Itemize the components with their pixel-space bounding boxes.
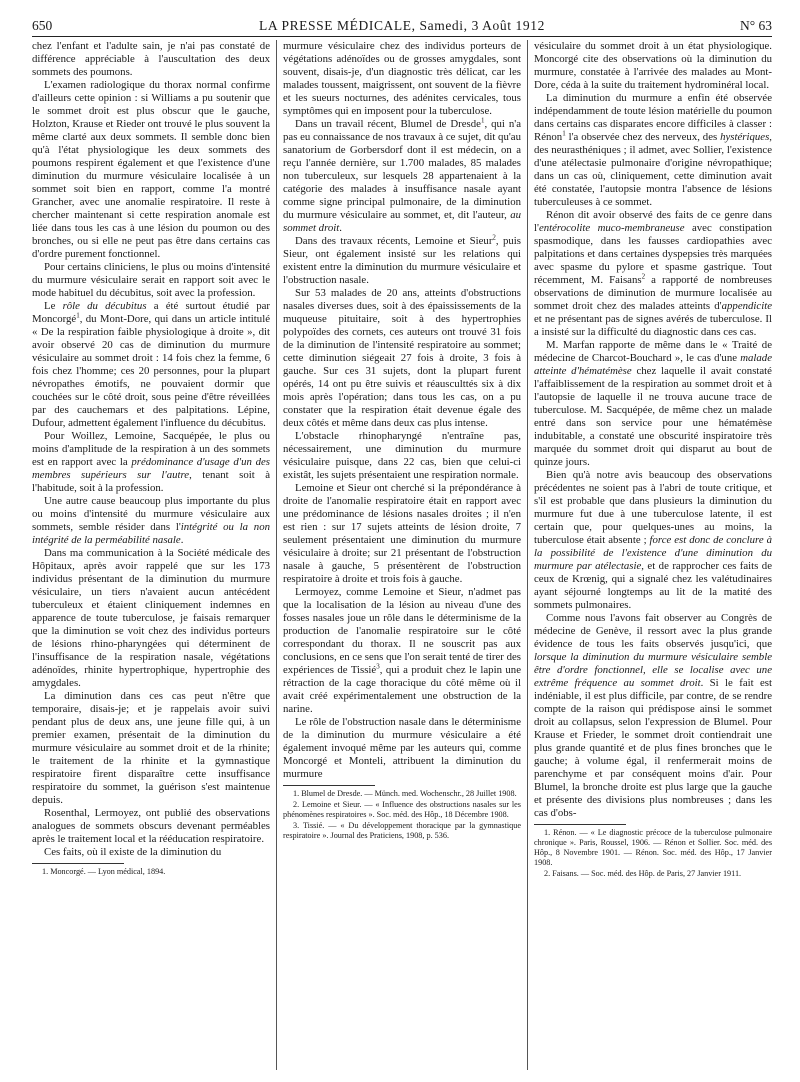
header-rule: [32, 36, 772, 37]
paragraph: Pour certains cliniciens, le plus ou moins d'intensité du murmure vésiculaire serait en rapport soit avec le mode habituel du décubitus, soit avec la profession.: [32, 261, 270, 299]
paragraph: Bien qu'à notre avis beaucoup des observations précédentes ne soient pas à l'abri de toute critique, et s'il est probable que dans plusieurs la diminution du murmure fut due à une tuberculose latente, il est certain que, pour quelques-unes au moins, la tuberculose était absente ; force est donc de conclure à la possibilité de l'existence d'une diminution du murmure par atélectasie, et de rapprocher ces faits de ceux de Krœnig, qui a signalé chez les valétudinaires ayant séjourné longtemps au lit de la matité des sommets pulmonaires.: [534, 469, 772, 611]
footnote: 1. Rénon. — « Le diagnostic précoce de la tuberculose pulmonaire chronique ». Paris, Roussel, 1906. — Rénon et Sollier. Soc. méd. des Hôp., 8 Novembre 1901. — Rénon. Soc. méd. des Hôp., 17 Janvier 1908.: [534, 828, 772, 867]
footnote: 2. Lemoine et Sieur. — « Influence des obstructions nasales sur les phénomènes respiratoires ». Soc. méd. des Hôp., 18 Décembre 1908.: [283, 800, 521, 819]
emphasis: appendicite: [721, 300, 772, 312]
paragraph: Rénon dit avoir observé des faits de ce genre dans l'entérocolite muco-membraneuse avec constipation spasmodique, dans les fausses cardiopathies avec palpitations et dans certaines dyspepsies très marquées avec spasme du pylore et spasme gastrique. Tout récemment, M. Faisans$^2$ a rapporté de nombreuses observations de diminution de murmure localisée au sommet droit chez des malades atteints d'appendicite et ne présentant pas de signes avérés de tuberculose. Il a insisté sur la difficulté du diagnostic dans ces cas.: [534, 209, 773, 338]
column-divider: [527, 40, 528, 1070]
paragraph: Le rôle de l'obstruction nasale dans le déterminisme de la diminution du murmure vésiculaire a été également invoqué même par les auteurs qui, comme Moncorgé et Monteli, attribuent la diminution du murmure: [283, 716, 521, 780]
issue-number: N° 63: [739, 18, 772, 33]
paragraph: L'obstacle rhinopharyngé n'entraîne pas, nécessairement, une diminution du murmure vésiculaire puisque, dans 22 cas, bien que celui-ci existât, les sujets présentaient une respiration normale.: [283, 430, 521, 481]
emphasis: intégrité ou la non intégrité de la perméabilité nasale: [32, 521, 270, 546]
emphasis: force est donc de conclure à la possibilité de l'existence d'une diminution du murmure par atélectasie: [534, 534, 772, 572]
paragraph: chez l'enfant et l'adulte sain, je n'ai pas constaté de différence appréciable à l'auscultation des deux sommets des poumons.: [32, 40, 270, 78]
paragraph: Dans un travail récent, Blumel de Dresde$^1$, qui n'a pas eu connaissance de nos travaux à ce sujet, dit qu'au sanatorium de Gorbersdorf dont il est médecin, on a reçu l'année dernière, sur 1.700 malades, 85 malades non tuberculeux, sur lesquels 28 appartenaient à la catégorie des malades à insuffisance nasale ayant comme signe principal pulmonaire, de la diminution du murmure vésiculaire au sommet, et, dit l'auteur, au sommet droit.: [283, 116, 522, 234]
paragraph: vésiculaire du sommet droit à un état physiologique. Moncorgé cite des observations où la diminution du murmure, constatée à l'arrivée des malades au Mont-Dore, céda à la suite du traitement hydrominéral local.: [534, 40, 772, 91]
paragraph: Dans des travaux récents, Lemoine et Sieur$^2$, puis Sieur, ont également insisté sur les relations qui existent entre la diminution du murmure vésiculaire et l'obstruction nasale.: [283, 233, 521, 286]
footnote-rule: [283, 785, 375, 786]
footnote-ref: 3: [376, 662, 380, 671]
paragraph: Le rôle du décubitus a été surtout étudié par Moncorgé$^1$, du Mont-Dore, qui dans un article intitulé « De la respiration faible physiologique à droite », dit avoir observé 20 cas de diminution du murmure vésiculaire au sommet droit : 14 fois chez la femme, 6 fois chez l'homme; ces 20 personnes, pour la plupart névropathes émotifs, ne pouvaient dormir que couchées sur le côté droit, sous peine d'être réveillées par des cauchemars et des palpitations. Lépine, Dufour, admettent également l'influence du décubitus.: [32, 300, 271, 429]
footnote-ref: 1: [76, 311, 80, 320]
column-2: [283, 40, 521, 842]
footnote: 2. Faisans. — Soc. méd. des Hôp. de Paris, 27 Janvier 1911.: [544, 869, 742, 878]
paragraph: Rosenthal, Lermoyez, ont publié des observations analogues de sommets obscurs devenant perméables après le traitement local et la rééducation respiratoire.: [32, 807, 270, 845]
footnote-rule: [32, 863, 124, 864]
paragraph: Dans ma communication à la Société médicale des Hôpitaux, après avoir rappelé que sur les 173 individus présentant de la diminution du murmure vésiculaire, un tiers n'avaient aucun antécédent tuberculeux et étaient cliniquement indemnes en apparence de toute tuberculose, je faisais remarquer que la diminution se voit chez des individus porteurs de lésions rhino-pharyngées qui déterminent de l'insuffisance de la respiration nasale, végétations adénoïdes, rhinite hypertrophique, hypertrophie des amygdales.: [32, 547, 270, 689]
footnote-ref: 2: [641, 272, 646, 281]
running-header: [32, 18, 772, 34]
paragraph: Pour Woillez, Lemoine, Sacquépée, le plus ou moins d'amplitude de la respiration à un des sommets est en rapport avec la prédominance d'usage d'un des membres supérieurs sur l'autre, tenant soit à l'habitude, soit à la profession.: [32, 430, 270, 494]
emphasis: au sommet droit: [283, 209, 521, 234]
journal-title: LA PRESSE MÉDICALE, Samedi, 3 Août 1912: [259, 18, 545, 33]
paragraph: M. Marfan rapporte de même dans le « Traité de médecine de Charcot-Bouchard », le cas d'une malade atteinte d'hématémèse chez laquelle il avait constaté l'affaiblissement de la respiration au sommet droit et à l'autopsie de laquelle il ne trouva aucune trace de tuberculose. M. Sacquépée, de même chez un malade entré dans son service pour une hématémèse indubitable, a constaté une obscurité inspiratoire très marquée du sommet droit qui disparut au bout de quinze jours.: [534, 339, 772, 468]
footnotes: [534, 824, 772, 879]
footnote-ref: 2: [492, 233, 496, 242]
paragraph: Sur 53 malades de 20 ans, atteints d'obstructions nasales diverses dues, soit à des épaississements de la muqueuse pituitaire, soit à des hypertrophies polypoïdes des cornets, ces auteurs ont trouvé 31 fois de la diminution de l'intensité respiratoire au sommet; cette diminution siégeait 27 fois à droite, 3 fois à gauche. Sur ces 31 sujets, dont la plupart furent opérés, 14 ont pu être suivis et réausculttés six à dix mois après l'opération; dans tous les cas, on a pu constater que la respiration était devenue égale des deux côtés et même dans deux cas plus intense.: [283, 287, 521, 429]
footnote: 1. Blumel de Dresde. — Münch. med. Wochenschr., 28 Juillet 1908.: [293, 789, 517, 798]
emphasis: entérocolite muco-membraneuse: [538, 222, 685, 234]
emphasis: lorsque la diminution du murmure vésiculaire semble être d'ordre fonctionnel, elle se localise avec une extrême fréquence au sommet droit: [534, 651, 772, 689]
footnote-ref: 1: [480, 116, 485, 125]
paragraph: Ces faits, où il existe de la diminution du: [44, 846, 222, 858]
paragraph: murmure vésiculaire chez des individus porteurs de végétations adénoïdes ou de grosses amygdales, sont souvent, disais-je, d'un diagnostic très délicat, car les malades toussent, maigrissent, ont souvent de la fièvre et les sueurs nocturnes, des adénites cervicales, tous symptômes qui en imposent pour la tuberculose.: [283, 40, 521, 117]
paragraph: Une autre cause beaucoup plus importante du plus ou moins d'intensité du murmure vésiculaire aux sommets, semble résider dans l'intégrité ou la non intégrité de la perméabilité nasale.: [32, 495, 270, 546]
footnotes: [283, 785, 521, 841]
paragraph: Lermoyez, comme Lemoine et Sieur, n'admet pas que la localisation de la lésion au niveau d'une des fosses nasales joue un rôle dans le déterminisme de la production de l'anomalie respiratoire sur le côté correspondant du thorax. Il ne souscrit pas aux conclusions, en ce sens que l'on serait tenté de tirer des expériences de Tissié$^3$, qui a produit chez le lapin une rétraction de la cage thoracique du côté même où il avait créé expérimentalement une obstruction de la narine.: [283, 586, 521, 715]
column-divider: [276, 40, 277, 1070]
footnote-rule: [534, 824, 626, 825]
footnotes: [32, 863, 270, 877]
emphasis: prédominance d'usage d'un des membres supérieurs sur l'autre: [32, 456, 270, 481]
emphasis: hystériques: [720, 131, 770, 143]
emphasis: malade atteinte d'hématémèse: [534, 352, 772, 377]
page-number: 650: [32, 18, 53, 33]
paragraph: Comme nous l'avons fait observer au Congrès de médecine de Genève, il ressort avec la plus grande évidence de tous les faits observés jusqu'ici, que lorsque la diminution du murmure vésiculaire semble être d'ordre fonctionnel, elle se localise avec une extrême fréquence au sommet droit. Si le fait est indéniable, il est plus difficile, par contre, de se rendre compte de la raison qui prédispose ainsi le sommet droit au collapsus, selon l'expression de Blumel. Pour Krause et Frieder, le sommet droit contiendrait une plus grande quantité et de plus fines bronches que le gauche; à volume égal, il renfermerait moins de parenchyme et par conséquent moins d'air. Pour Blumel, la bronche droite est plus large que la gauche et présente des divisions plus nombreuses ; dans les cas d'obs-: [534, 612, 772, 819]
column-3: [534, 40, 772, 880]
column-1: [32, 40, 270, 878]
footnote-ref: 1: [562, 129, 566, 138]
paragraph: L'examen radiologique du thorax normal confirme d'ailleurs cette opinion : si Williams a pu soutenir que le sommet droit est plus obscur que le gauche, Holzton, Krause et Rieder ont trouvé le plus souvent la même clarté aux deux sommets. Il semble donc bien qu'à l'état physiologique les deux sommets des poumons respirent également et que l'existence d'une diminution du murmure vésiculaire localisée à un sommet soit bien en rapport, comme l'a montré Grancher, avec une anomalie respiratoire. Il reste à chercher maintenant si cette respiration anomale est liée dans tous les cas à une lésion du poumon ou des bronches, ou si elle ne peut pas être dans certains cas d'ordre purement fonctionnel.: [32, 79, 270, 260]
paragraph: La diminution dans ces cas peut n'être que temporaire, disais-je; et je rappelais avoir suivi pendant plus de deux ans, une jeune fille qui, à un premier examen, présentait de la diminution du murmure vésiculaire au sommet droit et de la rhinite; le traitement de la rhinite et la gymnastique respiratoire firent disparaître cette insuffisance respiratoire du sommet, la guérison s'est maintenue depuis.: [32, 690, 270, 806]
paragraph: La diminution du murmure a enfin été observée indépendamment de toute lésion matérielle du poumon dans certains cas disparates encore difficiles à classer : Rénon$^1$ l'a observée chez des nerveux, des hystériques, des neurasthéniques ; il admet, avec Sollier, l'existence d'une atélectasie pulmonaire d'origine névropathique; dans un cas où, cliniquement, cette diminution avait été constatée, l'autopsie montra l'absence de lésions tuberculeuses à ce sommet.: [534, 92, 772, 208]
emphasis: rôle du décubitus: [62, 300, 147, 312]
paragraph: Lemoine et Sieur ont cherché si la prépondérance à droite de l'anomalie respiratoire était en rapport avec une prédominance de lésions nasales droites ; il n'en est rien : sur 17 sujets atteints de lésion droite, 7 seulement présentaient une diminution du murmure vésiculaire à droite; sur 21 présentant de l'obstruction nasale à gauche, 5 présentèrent de l'obstruction respiratoire à droite et trois fois à gauche.: [283, 482, 521, 585]
footnote: 3. Tissié. — « Du développement thoracique par la gymnastique respiratoire ». Journal des Praticiens, 1908, p. 536.: [283, 821, 521, 840]
footnote: 1. Moncorgé. — Lyon médical, 1894.: [42, 867, 166, 876]
